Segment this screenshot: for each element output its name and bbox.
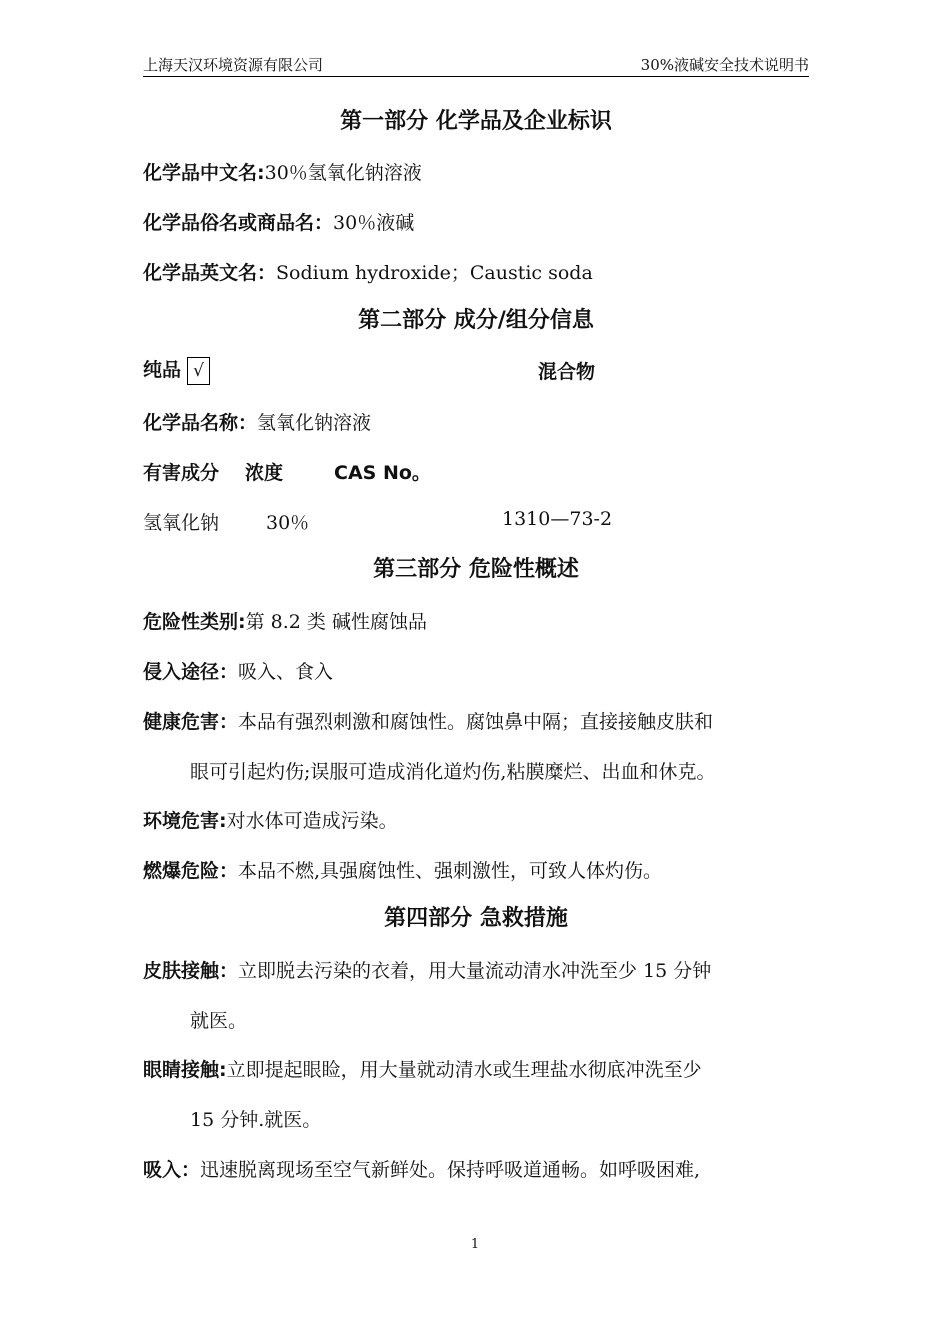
- skin-line-1: [143, 956, 711, 983]
- eye-text-2: 15 分钟.就医。: [190, 1109, 322, 1131]
- skin-text-2: 就医。: [190, 1010, 248, 1032]
- hazard-class-line: [143, 607, 427, 634]
- cn-name-value: 30％氢氧化钠溶液: [264, 162, 422, 184]
- chem-name-label: 化学品名称：: [143, 412, 258, 434]
- skin-label: 皮肤接触：: [143, 960, 239, 982]
- eye-label: 眼睛接触:: [143, 1059, 227, 1081]
- part2-title: 第二部分 成分/组分信息: [358, 308, 594, 333]
- env-value: 对水体可造成污染。: [226, 810, 398, 832]
- skin-text-1: 立即脱去污染的衣着，用大量流动清水冲洗至少 15 分钟: [238, 960, 712, 982]
- page-number: 1: [470, 1237, 480, 1252]
- header-company: 上海天汉环境资源有限公司: [143, 56, 324, 74]
- route-line: [143, 657, 333, 684]
- inhale-line: [143, 1155, 700, 1182]
- cn-name-label: 化学品中文名:: [143, 162, 265, 184]
- en-name-label: 化学品英文名：: [143, 262, 277, 284]
- chem-name-value: 氢氧化钠溶液: [257, 412, 372, 434]
- page-header: [143, 50, 809, 77]
- part1-title: 第一部分 化学品及企业标识: [340, 109, 612, 134]
- purity-line: [143, 355, 210, 385]
- health-text-1: 本品有强烈刺激和腐蚀性。腐蚀鼻中隔；直接接触皮肤和: [238, 711, 714, 733]
- row-concentration: 30％: [266, 512, 310, 534]
- col-concentration: 浓度: [245, 462, 284, 484]
- eye-line-1: [143, 1055, 702, 1082]
- health-line-1: [143, 707, 713, 734]
- route-value: 吸入、食入: [238, 661, 334, 683]
- health-text-2: 眼可引起灼伤;误服可造成消化道灼伤,粘膜糜烂、出血和休克。: [190, 761, 716, 783]
- en-name-value: Sodium hydroxide；Caustic soda: [276, 262, 593, 284]
- health-label: 健康危害：: [143, 711, 239, 733]
- en-name-line: [143, 258, 593, 285]
- col-component: 有害成分: [143, 462, 220, 484]
- row-cas: 1310—73-2: [502, 508, 613, 530]
- chem-name-line: [143, 408, 371, 435]
- row-component: 氢氧化钠: [143, 512, 220, 534]
- header-doc-title: 30%液碱安全技术说明书: [640, 56, 809, 74]
- common-name-label: 化学品俗名或商品名：: [143, 212, 334, 234]
- cn-name-line: [143, 158, 422, 185]
- common-name-value: 30％液碱: [333, 212, 415, 234]
- pure-label: 纯品: [143, 359, 182, 381]
- env-label: 环境危害:: [143, 810, 227, 832]
- part4-title: 第四部分 急救措施: [384, 906, 568, 931]
- inhale-text-1: 迅速脱离现场至空气新鲜处。保持呼吸道通畅。如呼吸困难,: [200, 1159, 701, 1181]
- hazard-class-label: 危险性类别:: [143, 611, 246, 633]
- part3-title: 第三部分 危险性概述: [373, 557, 579, 582]
- fire-value: 本品不燃,具强腐蚀性、强刺激性，可致人体灼伤。: [238, 860, 663, 882]
- common-name-line: [143, 208, 414, 235]
- inhale-label: 吸入：: [143, 1159, 201, 1181]
- fire-label: 燃爆危险：: [143, 860, 239, 882]
- fire-line: [143, 856, 662, 883]
- hazard-class-value: 第 8.2 类 碱性腐蚀品: [245, 611, 427, 633]
- pure-checkbox: √: [187, 357, 210, 385]
- route-label: 侵入途径：: [143, 661, 239, 683]
- env-line: [143, 806, 398, 833]
- mixture-label: 混合物: [538, 361, 596, 383]
- col-cas: CAS No。: [334, 462, 431, 484]
- eye-text-1: 立即提起眼睑，用大量就动清水或生理盐水彻底冲洗至少: [226, 1059, 702, 1081]
